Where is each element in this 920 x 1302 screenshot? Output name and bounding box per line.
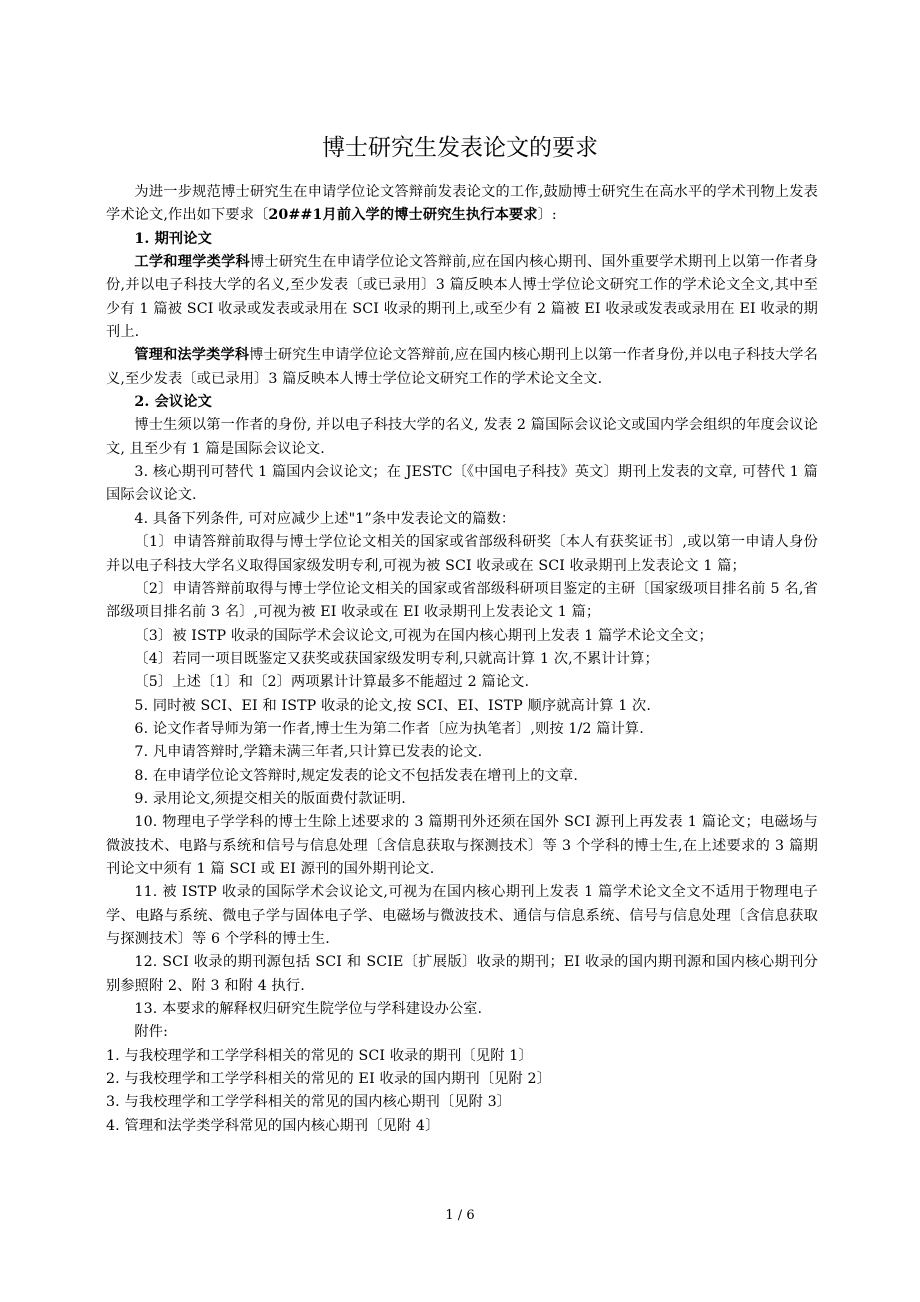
management-text: 博士研究生申请学位论文答辩前,应在国内核心期刊上以第一作者身份,并以电子科技大学名义,至少发表〔或已录用〕3 篇反映本人博士学位论文研究工作的学术论文全文. [106,347,818,387]
item-paragraph: 12. SCI 收录的期刊源包括 SCI 和 SCIE〔扩展版〕收录的期刊；EI 收录的国内期刊源和国内核心期刊分别参照附 2、附 3 和附 4 执行. [106,954,818,994]
item-paragraph: 7. 凡申请答辩时,学籍未满三年者,只计算已发表的论文. [134,744,483,761]
item-paragraph: 6. 论文作者导师为第一作者,博士生为第二作者〔应为执笔者〕,则按 1/2 篇计算. [134,720,644,737]
attachment-item: 1. 与我校理学和工学学科相关的常见的 SCI 收录的期刊〔见附 1〕 [106,1047,533,1064]
item-paragraph: 〔4〕若同一项目既鉴定又获奖或获国家级发明专利,只就高计算 1 次,不累计计算； [134,650,659,667]
intro-text: 为进一步规范博士研究生在申请学位论文答辩前发表论文的工作,鼓励博士研究生在高水平的学术刊物上发表学术论文,作出如下要求〔 [106,184,818,224]
document-body [106,181,818,1138]
item-paragraph: 〔1〕申请答辩前取得与博士学位论文相关的国家或省部级科研奖〔本人有获奖证书〕,或以第一申请人身份并以电子科技大学名义取得国家级发明专利,可视为被 SCI 收录或在 SCI 收录期刊上发表论文 1 篇； [106,534,818,574]
engineering-label: 工学和理学类学科 [134,254,250,271]
item-paragraph: 13. 本要求的解释权归研究生院学位与学科建设办公室. [134,1001,483,1018]
section-heading-journal: 1. 期刊论文 [134,230,212,247]
item-paragraph: 10. 物理电子学学科的博士生除上述要求的 3 篇期刊外还须在国外 SCI 源刊上再发表 1 篇论文；电磁场与微波技术、电路与系统和信号与信息处理〔含信息获取与探测技术〕等 3 个学科的博士生,在上述要求的 3 篇期刊论文中须有 1 篇 SCI 或 EI 源刊的国外期刊论文. [106,814,818,877]
item-paragraph: 9. 录用论文,须提交相关的版面费付款证明. [134,790,406,807]
item-paragraph: 5. 同时被 SCI、EI 和 ISTP 收录的论文,按 SCI、EI、ISTP 顺序就高计算 1 次. [134,697,652,714]
management-label: 管理和法学类学科 [134,347,250,364]
section-heading-conference: 2. 会议论文 [134,394,212,411]
journal-paragraph-engineering [106,251,818,344]
intro-bold-note: 20##1月前入学的博士研究生执行本要求 [268,207,538,224]
intro-paragraph [106,181,818,228]
item-paragraph: 11. 被 ISTP 收录的国际学术会议论文,可视为在国内核心期刊上发表 1 篇学术论文全文不适用于物理电子学、电路与系统、微电子学与固体电子学、电磁场与微波技术、通信与信息系统、信号与信息处理〔含信息获取与探测技术〕等 6 个学科的博士生. [106,884,818,947]
engineering-text: 博士研究生在申请学位论文答辩前,应在国内核心期刊、国外重要学术期刊上以第一作者身份,并以电子科技大学的名义,至少发表〔或已录用〕3 篇反映本人博士学位论文研究工作的学术论文全文,其中至少有 1 篇被 SCI 收录或发表或录用在 SCI 收录的期刊上,或至少有 2 篇被 EI 收录或发表或录用在 EI 收录的期刊上. [106,254,819,341]
intro-end: 〕: [537,207,557,224]
item-paragraph: 8. 在申请学位论文答辩时,规定发表的论文不包括发表在增刊上的文章. [134,767,578,784]
journal-paragraph-management [106,344,818,391]
page-title: 博士研究生发表论文的要求 [322,135,598,161]
attachment-item: 4. 管理和法学类学科常见的国内核心期刊〔见附 4〕 [106,1117,440,1134]
attachment-item: 2. 与我校理学和工学学科相关的常见的 EI 收录的国内期刊〔见附 2〕 [106,1071,552,1088]
page-number: 1 / 6 [445,1208,475,1223]
item-paragraph: 〔5〕上述〔1〕和〔2〕两项累计计算最多不能超过 2 篇论文. [134,674,530,691]
item-paragraph: 3. 核心期刊可替代 1 篇国内会议论文；在 JESTC〔《中国电子科技》英文〕期刊上发表的文章, 可替代 1 篇国际会议论文. [106,464,818,504]
attachment-item: 3. 与我校理学和工学学科相关的常见的国内核心期刊〔见附 3〕 [106,1094,512,1111]
attachments-label: 附件: [134,1024,168,1041]
conference-paragraph: 博士生须以第一作者的身份, 并以电子科技大学的名义, 发表 2 篇国际会议论文或国内学会组织的年度会议论文, 且至少有 1 篇是国际会议论文. [106,417,818,457]
item-paragraph: 〔2〕申请答辩前取得与博士学位论文相关的国家或省部级科研项目鉴定的主研〔国家级项目排名前 5 名,省部级项目排名前 3 名〕,可视为被 EI 收录或在 EI 收录期刊上发表论文 1 篇； [106,580,818,621]
item-paragraph: 4. 具备下列条件, 可对应减少上述"1”条中发表论文的篇数： [134,510,516,527]
item-paragraph: 〔3〕被 ISTP 收录的国际学术会议论文,可视为在国内核心期刊上发表 1 篇学术论文全文； [134,627,713,644]
